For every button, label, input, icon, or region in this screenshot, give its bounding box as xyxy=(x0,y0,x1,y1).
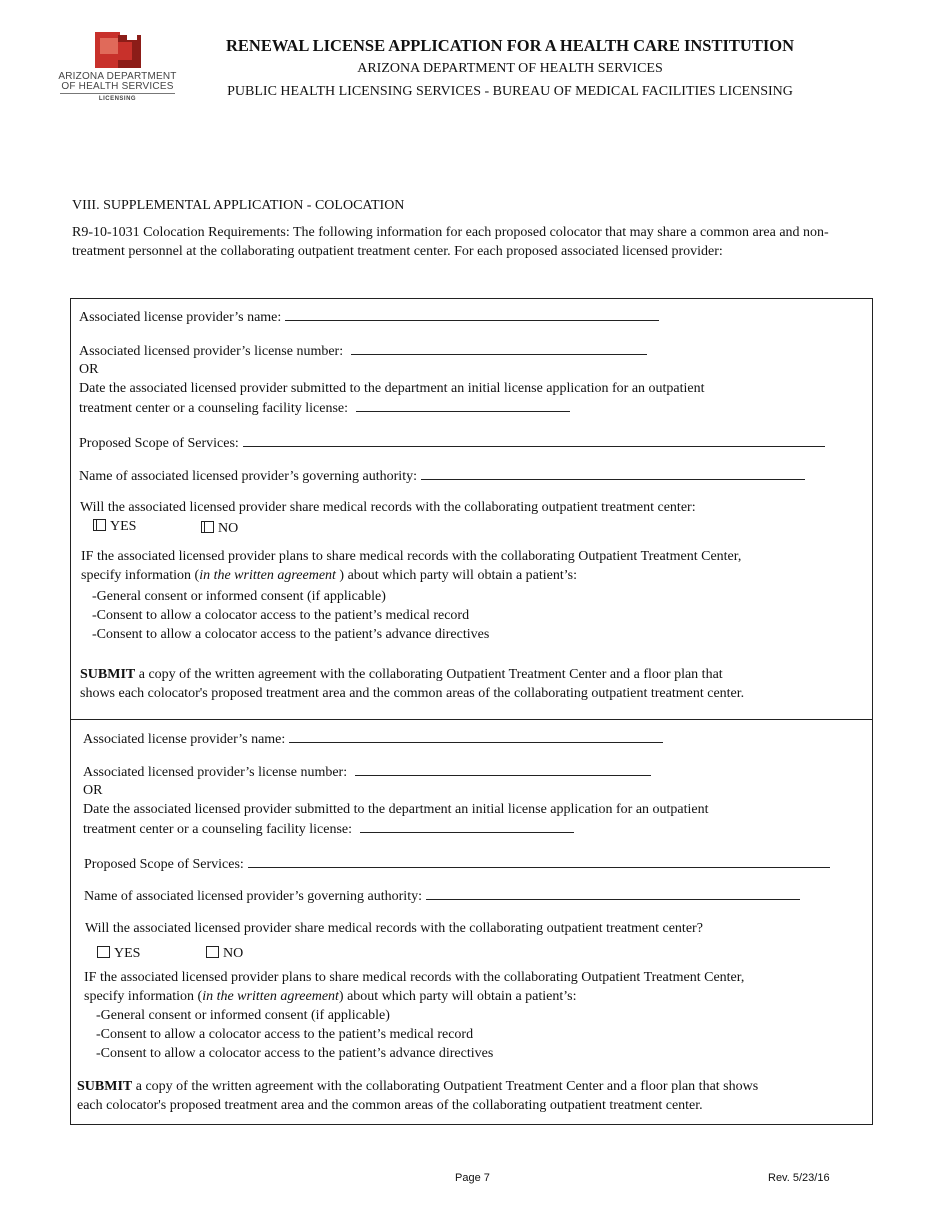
scope-row xyxy=(79,433,825,453)
no-label: NO xyxy=(218,521,239,536)
logo-text-line1: ARIZONA DEPARTMENT xyxy=(58,71,177,82)
if-share-text-2c: ) about which party will obtain a patient’s: xyxy=(335,568,577,583)
logo-text-line2: OF HEALTH SERVICES xyxy=(61,81,174,92)
if-share-text-2a: specify information ( xyxy=(81,568,200,583)
submit-bold: SUBMIT xyxy=(77,1079,133,1094)
consent-item-2: -Consent to allow a colocator access to the patient’s medical record xyxy=(92,608,470,623)
application-date-field[interactable] xyxy=(356,398,570,412)
scope-label: Proposed Scope of Services: xyxy=(84,857,244,872)
page-number: Page 7 xyxy=(455,1172,490,1184)
yes-option[interactable] xyxy=(93,517,136,536)
section-intro: R9-10-1031 Colocation Requirements: The following information for each proposed colocator that may share a common area and non-treatment personnel at the collaborating outpatient treatment center. For each proposed associated licensed provider: xyxy=(72,225,829,259)
revision-date: Rev. 5/23/16 xyxy=(768,1172,830,1184)
application-date-label-2: treatment center or a counseling facility license: xyxy=(79,401,348,416)
authority-field[interactable] xyxy=(426,886,800,900)
form-division: PUBLIC HEALTH LICENSING SERVICES - BUREAU OF MEDICAL FACILITIES LICENSING xyxy=(227,84,793,99)
or-label: OR xyxy=(79,362,99,377)
provider-name-field[interactable] xyxy=(285,307,659,321)
logo-divider xyxy=(60,93,175,94)
authority-row xyxy=(84,886,800,906)
application-date-label-1: Date the associated licensed provider submitted to the department an initial license application for an outpatient xyxy=(83,802,709,817)
no-option[interactable] xyxy=(201,519,238,538)
section-title: VIII. SUPPLEMENTAL APPLICATION - COLOCATION xyxy=(72,198,405,213)
if-share-text-2 xyxy=(84,987,576,1006)
license-number-row xyxy=(79,341,647,361)
no-option[interactable] xyxy=(206,944,243,963)
application-date-row xyxy=(79,398,570,418)
provider-name-row xyxy=(79,307,659,327)
logo-mark-icon xyxy=(55,30,180,70)
scope-label: Proposed Scope of Services: xyxy=(79,436,239,451)
application-date-label-1: Date the associated licensed provider submitted to the department an initial license application for an outpatient xyxy=(79,381,705,396)
license-number-row xyxy=(83,762,651,782)
scope-field[interactable] xyxy=(243,433,825,447)
submit-instruction-1 xyxy=(80,665,723,684)
provider-name-label: Associated license provider’s name: xyxy=(79,310,282,325)
authority-label: Name of associated licensed provider’s governing authority: xyxy=(84,889,422,904)
logo-text-line3: LICENSING xyxy=(98,96,137,102)
yes-checkbox[interactable] xyxy=(93,519,106,531)
if-share-text-1: IF the associated licensed provider plans to share medical records with the collaborating Outpatient Treatment Center, xyxy=(81,549,742,564)
authority-label: Name of associated licensed provider’s governing authority: xyxy=(79,469,417,484)
if-share-text-2b: in the written agreement xyxy=(202,989,339,1004)
agency-logo xyxy=(55,30,180,110)
application-date-field[interactable] xyxy=(360,819,574,833)
provider-name-label: Associated license provider’s name: xyxy=(83,732,286,747)
if-share-text-2 xyxy=(81,566,577,585)
scope-row xyxy=(84,854,830,874)
submit-text-1: a copy of the written agreement with the collaborating Outpatient Treatment Center and a floor plan that shows xyxy=(132,1079,759,1094)
license-number-field[interactable] xyxy=(351,341,647,355)
submit-instruction-1 xyxy=(77,1077,758,1096)
provider-name-row xyxy=(83,729,663,749)
provider-block-2 xyxy=(70,718,873,1125)
authority-row xyxy=(79,466,805,486)
consent-item-3: -Consent to allow a colocator access to the patient’s advance directives xyxy=(92,627,490,642)
no-checkbox[interactable] xyxy=(201,521,214,533)
license-number-field[interactable] xyxy=(355,762,651,776)
if-share-text-2c: ) about which party will obtain a patient’s: xyxy=(338,989,577,1004)
yes-label: YES xyxy=(110,519,137,534)
or-label: OR xyxy=(83,783,103,798)
submit-text-1: a copy of the written agreement with the collaborating Outpatient Treatment Center and a floor plan that xyxy=(135,667,723,682)
submit-bold: SUBMIT xyxy=(80,667,136,682)
submit-instruction-2: shows each colocator's proposed treatment area and the common areas of the collaborating outpatient treatment center. xyxy=(80,686,745,701)
share-records-question: Will the associated licensed provider share medical records with the collaborating outpatient treatment center? xyxy=(85,921,703,936)
if-share-text-1: IF the associated licensed provider plans to share medical records with the collaborating Outpatient Treatment Center, xyxy=(84,970,745,985)
if-share-text-2b: in the written agreement xyxy=(199,568,336,583)
yes-checkbox[interactable] xyxy=(97,946,110,958)
provider-name-field[interactable] xyxy=(289,729,663,743)
consent-item-2: -Consent to allow a colocator access to the patient’s medical record xyxy=(96,1027,474,1042)
share-records-question: Will the associated licensed provider share medical records with the collaborating outpatient treatment center: xyxy=(80,500,696,515)
license-number-label: Associated licensed provider’s license number: xyxy=(83,765,348,780)
form-title: RENEWAL LICENSE APPLICATION FOR A HEALTH CARE INSTITUTION xyxy=(225,36,795,55)
no-checkbox[interactable] xyxy=(206,946,219,958)
consent-item-3: -Consent to allow a colocator access to the patient’s advance directives xyxy=(96,1046,494,1061)
application-date-row xyxy=(83,819,574,839)
authority-field[interactable] xyxy=(421,466,805,480)
provider-block-1 xyxy=(70,298,873,720)
consent-item-1: -General consent or informed consent (if applicable) xyxy=(96,1008,390,1023)
scope-field[interactable] xyxy=(248,854,830,868)
if-share-text-2a: specify information ( xyxy=(84,989,203,1004)
form-subtitle: ARIZONA DEPARTMENT OF HEALTH SERVICES xyxy=(357,61,663,76)
no-label: NO xyxy=(223,946,244,961)
license-number-label: Associated licensed provider’s license number: xyxy=(79,344,344,359)
yes-option[interactable] xyxy=(97,944,140,963)
submit-instruction-2: each colocator's proposed treatment area and the common areas of the collaborating outpatient treatment center. xyxy=(77,1098,703,1113)
consent-item-1: -General consent or informed consent (if applicable) xyxy=(92,589,386,604)
application-date-label-2: treatment center or a counseling facility license: xyxy=(83,822,352,837)
yes-label: YES xyxy=(114,946,141,961)
